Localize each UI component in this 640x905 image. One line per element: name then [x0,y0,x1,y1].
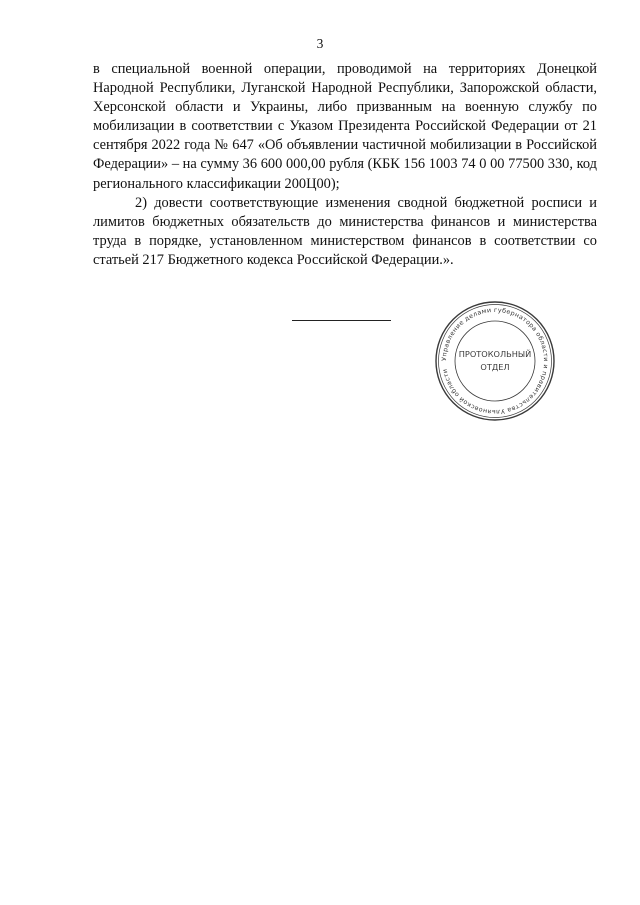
seal-outer-ring [436,302,554,420]
document-body [93,60,597,270]
svg-text:Управление делами губернатора [441,307,549,416]
seal-inner-line-2: ОТДЕЛ [480,362,510,372]
official-seal [433,299,557,423]
end-of-document-line [292,320,391,321]
seal-outer-text: Управление делами губернатора области и правительства Ульяновской области [440,306,550,416]
paragraph-item-2: 2) довести соответствующие изменения сводной бюджетной росписи и лимитов бюджетных обязательств до министерства финансов и министерства труда в порядке, установленном министерством финансов в соответствии со статьей 217 Бюджетного кодекса Российской Федерации.». [93,194,597,268]
page-number: 3 [316,36,324,51]
paragraph-continuation: в специальной военной операции, проводимой на территориях Донецкой Народной Республики, Луганской Народной Республики, Запорожской области, Херсонской области и Украины, либо призванным на военную службу по мобилизации в соответствии с Указом Президента Российской Федерации от 21 сентября 2022 года № 647 «Об объявлении частичной мобилизации в Российской Федерации» – на сумму 36 600 000,00 рубля (КБК 156 1003 74 0 00 77500 330, код регионального классификации 200Ц00); [93,61,597,192]
seal-inner-line-1: ПРОТОКОЛЬНЫЙ [458,349,532,359]
seal-outer-ring-inner [439,305,552,418]
seal-text-ring [455,321,535,401]
seal-stamp-icon [433,299,557,423]
